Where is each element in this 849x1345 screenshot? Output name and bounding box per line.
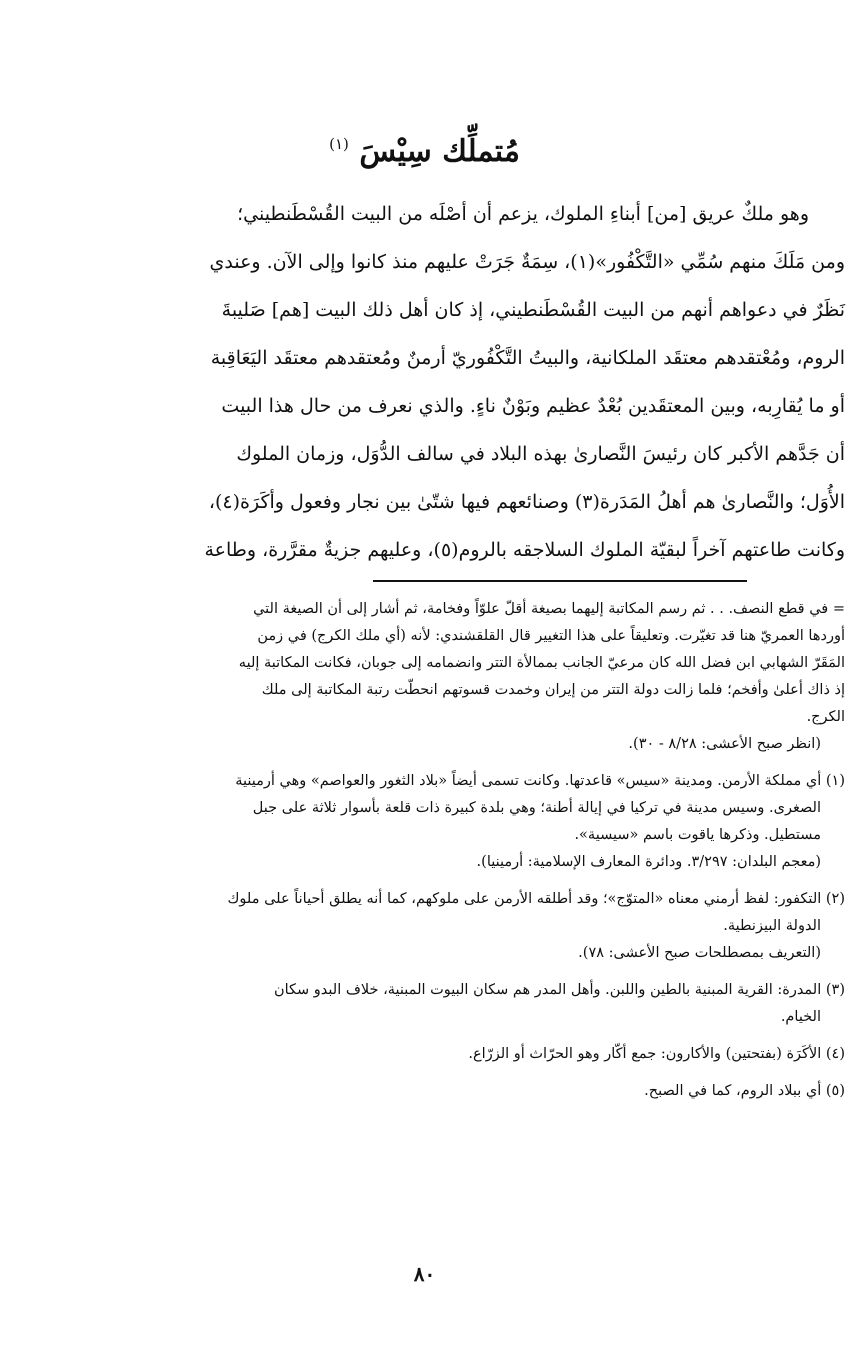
body-line: الروم، ومُعْتقدهم معتقَد الملكانية، والبيتُ التَّكْفُوريّ أرمنٌ ومُعتقدهم معتقَد اليَعَاقِبة — [210, 347, 845, 369]
body-line: وكانت طاعتهم آخراً لبقيّة الملوك السلاجقه بالروم(٥)، وعليهم جزيةٌ مقرَّرة، وطاعة — [204, 539, 845, 561]
body-line: أو ما يُقارِبه، وبين المعتقَدين بُعْدٌ عظيم وبَوْنٌ ناءٍ. والذي نعرف من حال هذا البيت — [221, 395, 845, 417]
footnote-source: (انظر صبح الأعشى: ٨/٢٨ - ٣٠). — [628, 736, 821, 752]
body-line: نَظَرٌ في دعواهم أنهم من البيت القُسْطَنطيني، إذ كان أهل ذلك البيت [هم] صَليبةَ — [221, 299, 845, 321]
footnote-line: الخيام. — [780, 1009, 821, 1025]
footnote-3 — [0, 977, 849, 1031]
main-paragraph — [0, 190, 849, 574]
footnote-line: الصغرى. وسيس مدينة في تركيا في إيالة أطنة؛ وهي بلدة كبيرة ذات قلعة بأسوار ثلاثة على جبل — [252, 800, 821, 816]
footnote-line: (٥) أي ببلاد الروم، كما في الصبح. — [644, 1083, 845, 1099]
footnote-line: إذ ذاك أعلىٰ وأفخم؛ فلما زالت دولة التتر من إيران وخمدت قسوتهم انحطّت رتبة المكاتبة إلى ملك — [261, 682, 845, 698]
body-line: الأُوَل؛ والنَّصارىٰ هم أهلُ المَدَرة(٣) وصنائعهم فيها شتّىٰ بين نجار وفعول وأكَرَة(٤)، — [208, 491, 845, 513]
title-footnote-marker: (١) — [329, 135, 349, 153]
footnote-line: الكرج. — [806, 709, 845, 725]
body-line: وهو ملكٌ عريق [من] أبناءِ الملوك، يزعم أن أصْلَه من البيت القُسْطَنطيني؛ — [237, 203, 809, 225]
body-line: أن جَدَّهم الأكبر كان رئيسَ النَّصارىٰ بهذه البلاد في سالف الدُّوَل، وزمان الملوك — [236, 443, 845, 465]
footnote-line: الدولة البيزنطية. — [723, 918, 821, 934]
body-line: ومن مَلَكَ منهم سُمِّي «التَّكْفُور»(١)، سِمَةٌ جَرَتْ عليهم منذ كانوا وإلى الآن. وعندي — [209, 251, 845, 273]
footnote-line: (١) أي مملكة الأرمن. ومدينة «سيس» قاعدتها. وكانت تسمى أيضاً «بلاد الثغور والعواصم» وهي أرمينية — [235, 773, 845, 789]
footnote-line: = في قطع النصف. . . ثم رسم المكاتبة إليهما بصيغة أقلّ علوّاً وفخامة، ثم أشار إلى أن الصيغة التي — [253, 601, 845, 617]
footnote-1 — [0, 768, 849, 876]
footnote-continued — [0, 596, 849, 758]
footnotes — [0, 596, 849, 1115]
footnote-5 — [0, 1078, 849, 1105]
title-text: مُتملِّك سِيْسَ — [359, 134, 520, 169]
footnote-4 — [0, 1041, 849, 1068]
footnote-line: المَقَرّ الشهابي ابن فضل الله كان مرعيّ الجانب بممالأة التتر وانضمامه إلى جوبان، فكانت المكاتبة إليه — [238, 655, 845, 671]
footnote-line: (٣) المدرة: القرية المبنية بالطين واللبن. وأهل المدر هم سكان البيوت المبنية، خلاف البدو سكان — [273, 982, 845, 998]
footnote-line: مستطيل. وذكرها ياقوت باسم «سيسية». — [574, 827, 821, 843]
footnote-separator — [373, 580, 747, 582]
footnote-line: (٢) التكفور: لفظ أرمني معناه «المتوّج»؛ وقد أطلقه الأرمن على ملوكهم، كما أنه يطلق أحياناً على ملوك — [227, 891, 845, 907]
footnote-line: أوردها العمريّ هنا قد تغيّرت. وتعليقاً على هذا التغيير قال القلقشندي: لأنه (أي ملك الكرج) في زمن — [257, 628, 845, 644]
footnote-source: (التعريف بمصطلحات صبح الأعشى: ٧٨). — [578, 945, 821, 961]
footnote-2 — [0, 886, 849, 967]
footnote-line: (٤) الأكَرَة (بفتحتين) والأكارون: جمع أكّار وهو الحرّاث أو الزرّاع. — [468, 1046, 845, 1062]
page-number: ٨٠ — [413, 1262, 436, 1286]
footnote-source: (معجم البلدان: ٣/٢٩٧. ودائرة المعارف الإسلامية: أرمينيا). — [476, 854, 821, 870]
page-title — [0, 122, 849, 174]
